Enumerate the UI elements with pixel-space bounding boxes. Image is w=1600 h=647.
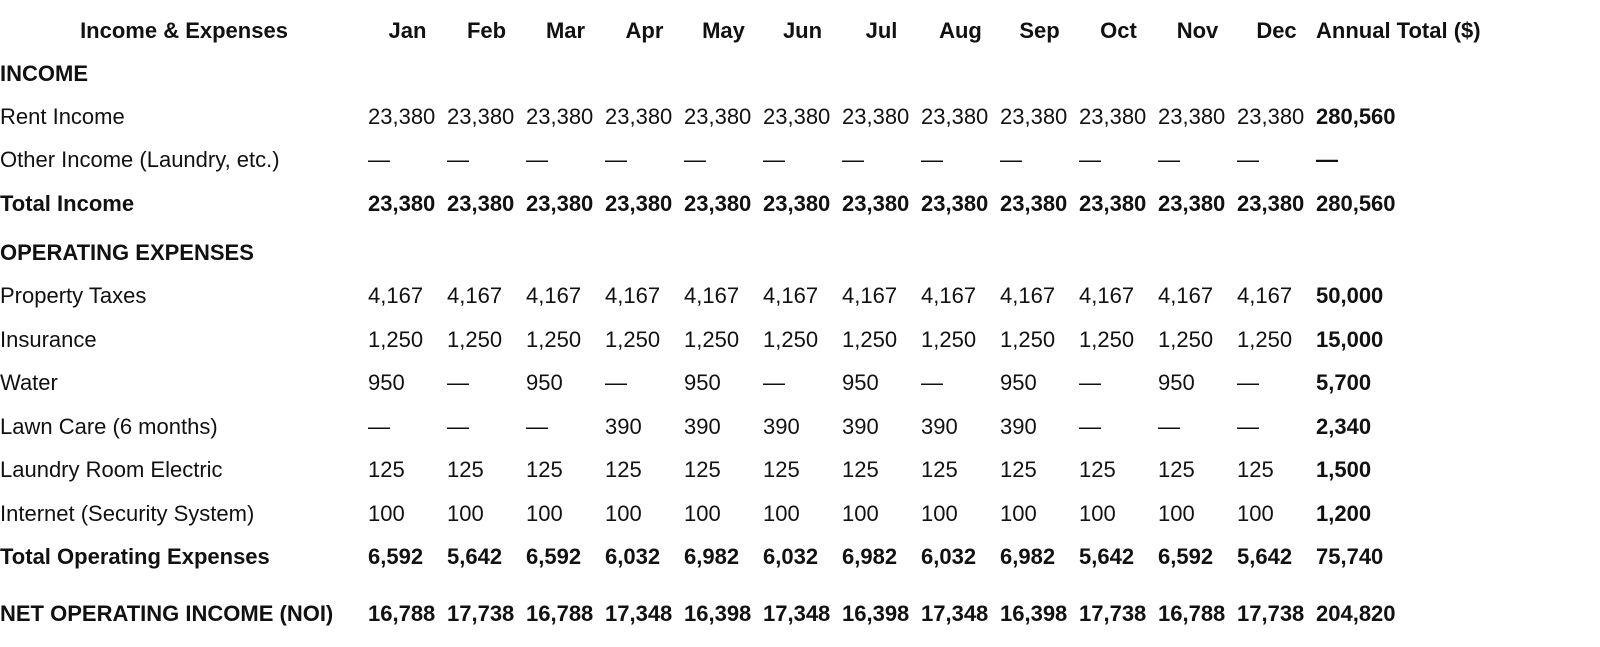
month-value-cell: 23,380 <box>605 190 673 216</box>
row-label: Laundry Room Electric <box>0 457 223 483</box>
month-value-cell: 23,380 <box>368 103 436 129</box>
annual-total-cell: 5,700 <box>1316 370 1372 396</box>
row-label: NET OPERATING INCOME (NOI) <box>0 601 334 626</box>
month-value-cell: — <box>1000 147 1022 173</box>
month-value-cell: — <box>763 147 785 173</box>
total-row <box>0 182 1556 226</box>
month-value-cell: 23,380 <box>1079 103 1147 129</box>
month-value-cell: 100 <box>368 500 405 526</box>
header-month: Feb <box>466 17 507 43</box>
month-value-cell: 1,250 <box>526 326 582 352</box>
month-value-cell: 6,592 <box>368 544 424 570</box>
month-value-cell: 390 <box>842 413 879 439</box>
month-value-cell: 4,167 <box>1079 283 1135 309</box>
month-value-cell: 23,380 <box>1158 190 1226 216</box>
row-label: Internet (Security System) <box>0 500 255 526</box>
month-value-cell: 23,380 <box>605 103 673 129</box>
month-value-cell: 23,380 <box>526 190 594 216</box>
month-value-cell: 16,788 <box>526 601 594 626</box>
noi-row <box>0 579 1556 641</box>
month-value-cell: 390 <box>763 413 800 439</box>
annual-total-cell: 1,500 <box>1316 457 1372 483</box>
row-label: Total Income <box>0 190 135 216</box>
month-value-cell: — <box>921 147 943 173</box>
annual-total-cell: — <box>1316 147 1338 173</box>
annual-total-cell: 2,340 <box>1316 413 1372 439</box>
month-value-cell: 950 <box>684 370 721 396</box>
month-value-cell: 5,642 <box>1079 544 1135 570</box>
month-value-cell: 23,380 <box>842 190 910 216</box>
month-value-cell: 950 <box>842 370 879 396</box>
table-row <box>0 362 1556 406</box>
month-value-cell: 6,982 <box>1000 544 1056 570</box>
header-month: Mar <box>545 17 586 43</box>
table-row <box>0 95 1556 139</box>
month-value-cell: 950 <box>1000 370 1037 396</box>
month-value-cell: 23,380 <box>921 103 989 129</box>
month-value-cell: — <box>1079 413 1101 439</box>
month-value-cell: 100 <box>605 500 642 526</box>
month-value-cell: 17,348 <box>921 601 989 626</box>
month-value-cell: 125 <box>921 457 958 483</box>
month-value-cell: — <box>526 413 548 439</box>
month-value-cell: 100 <box>1079 500 1116 526</box>
table-row <box>0 492 1556 536</box>
month-value-cell: — <box>842 147 864 173</box>
month-value-cell: 100 <box>763 500 800 526</box>
month-value-cell: 100 <box>921 500 958 526</box>
month-value-cell: 125 <box>684 457 721 483</box>
month-value-cell: 1,250 <box>1158 326 1214 352</box>
annual-total-cell: 75,740 <box>1316 544 1384 570</box>
header-month: Jul <box>865 17 898 43</box>
month-value-cell: — <box>1237 147 1259 173</box>
month-value-cell: 1,250 <box>684 326 740 352</box>
annual-total-cell: 15,000 <box>1316 326 1384 352</box>
month-value-cell: 100 <box>1237 500 1274 526</box>
header-month: Sep <box>1019 17 1060 43</box>
month-value-cell: — <box>368 413 390 439</box>
month-value-cell: 5,642 <box>447 544 503 570</box>
row-label: Other Income (Laundry, etc.) <box>0 147 280 173</box>
month-value-cell: 4,167 <box>842 283 898 309</box>
month-value-cell: 23,380 <box>447 190 515 216</box>
month-value-cell: — <box>1158 413 1180 439</box>
month-value-cell: 1,250 <box>842 326 898 352</box>
header-month: Jun <box>782 17 823 43</box>
month-value-cell: 390 <box>921 413 958 439</box>
table-row <box>0 405 1556 449</box>
section-header-row <box>0 226 1556 275</box>
month-value-cell: 125 <box>605 457 642 483</box>
month-value-cell: 17,348 <box>605 601 673 626</box>
month-value-cell: 125 <box>526 457 563 483</box>
month-value-cell: 16,788 <box>1158 601 1226 626</box>
header-month: Aug <box>939 17 982 43</box>
month-value-cell: 17,738 <box>1237 601 1305 626</box>
month-value-cell: 23,380 <box>526 103 594 129</box>
month-value-cell: — <box>1237 370 1259 396</box>
month-value-cell: 1,250 <box>763 326 819 352</box>
header-month: Jan <box>388 17 427 43</box>
month-value-cell: 125 <box>763 457 800 483</box>
row-label: Property Taxes <box>0 283 147 309</box>
month-value-cell: 4,167 <box>447 283 503 309</box>
month-value-cell: 1,250 <box>605 326 661 352</box>
month-value-cell: 1,250 <box>1079 326 1135 352</box>
header-month: May <box>702 17 745 43</box>
month-value-cell: 23,380 <box>1079 190 1147 216</box>
month-value-cell: 6,982 <box>684 544 740 570</box>
section-header-row <box>0 52 1556 95</box>
month-value-cell: 4,167 <box>1158 283 1214 309</box>
month-value-cell: 6,592 <box>526 544 582 570</box>
month-value-cell: 1,250 <box>921 326 977 352</box>
month-value-cell: — <box>763 370 785 396</box>
month-value-cell: — <box>1237 413 1259 439</box>
month-value-cell: 4,167 <box>368 283 424 309</box>
month-value-cell: 4,167 <box>921 283 977 309</box>
month-value-cell: 100 <box>526 500 563 526</box>
month-value-cell: 17,738 <box>1079 601 1147 626</box>
month-value-cell: 17,738 <box>447 601 515 626</box>
section-title: OPERATING EXPENSES <box>0 240 254 265</box>
month-value-cell: — <box>921 370 943 396</box>
month-value-cell: 4,167 <box>526 283 582 309</box>
month-value-cell: 5,642 <box>1237 544 1293 570</box>
header-month: Nov <box>1176 17 1219 43</box>
month-value-cell: 100 <box>684 500 721 526</box>
header-month: Apr <box>625 17 664 43</box>
total-row <box>0 536 1556 580</box>
month-value-cell: 23,380 <box>763 190 831 216</box>
month-value-cell: 23,380 <box>684 190 752 216</box>
section-title: INCOME <box>0 60 88 86</box>
income-expenses-table <box>0 9 1556 641</box>
month-value-cell: 6,032 <box>763 544 819 570</box>
month-value-cell: 125 <box>368 457 405 483</box>
month-value-cell: 23,380 <box>684 103 752 129</box>
header-annual-total: Annual Total ($) <box>1316 17 1481 43</box>
month-value-cell: 100 <box>1158 500 1195 526</box>
month-value-cell: 23,380 <box>842 103 910 129</box>
month-value-cell: 23,380 <box>763 103 831 129</box>
month-value-cell: 100 <box>447 500 484 526</box>
month-value-cell: 125 <box>1237 457 1274 483</box>
month-value-cell: 4,167 <box>605 283 661 309</box>
month-value-cell: 4,167 <box>684 283 740 309</box>
month-value-cell: — <box>684 147 706 173</box>
month-value-cell: 390 <box>1000 413 1037 439</box>
month-value-cell: 1,250 <box>447 326 503 352</box>
row-label: Total Operating Expenses <box>0 544 270 570</box>
annual-total-cell: 1,200 <box>1316 500 1372 526</box>
month-value-cell: — <box>447 413 469 439</box>
annual-total-cell: 50,000 <box>1316 283 1384 309</box>
month-value-cell: 17,348 <box>763 601 831 626</box>
month-value-cell: — <box>526 147 548 173</box>
month-value-cell: — <box>605 147 627 173</box>
month-value-cell: — <box>447 370 469 396</box>
month-value-cell: 390 <box>684 413 721 439</box>
month-value-cell: 390 <box>605 413 642 439</box>
month-value-cell: 125 <box>842 457 879 483</box>
month-value-cell: — <box>1079 147 1101 173</box>
month-value-cell: 100 <box>1000 500 1037 526</box>
month-value-cell: 4,167 <box>1237 283 1293 309</box>
month-value-cell: — <box>1079 370 1101 396</box>
row-label: Rent Income <box>0 103 125 129</box>
header-month: Oct <box>1100 17 1137 43</box>
month-value-cell: — <box>368 147 390 173</box>
row-label: Lawn Care (6 months) <box>0 413 218 439</box>
month-value-cell: 6,592 <box>1158 544 1214 570</box>
month-value-cell: 16,788 <box>368 601 436 626</box>
table-row <box>0 318 1556 362</box>
month-value-cell: 125 <box>1000 457 1037 483</box>
month-value-cell: 23,380 <box>1000 190 1068 216</box>
month-value-cell: 23,380 <box>1237 103 1305 129</box>
month-value-cell: 125 <box>1079 457 1116 483</box>
header-month: Dec <box>1256 17 1297 43</box>
month-value-cell: 950 <box>526 370 563 396</box>
month-value-cell: 16,398 <box>842 601 910 626</box>
month-value-cell: 4,167 <box>763 283 819 309</box>
table-row <box>0 275 1556 319</box>
month-value-cell: 6,032 <box>605 544 661 570</box>
row-label: Water <box>0 370 58 396</box>
month-value-cell: — <box>605 370 627 396</box>
annual-total-cell: 204,820 <box>1316 601 1396 626</box>
month-value-cell: 23,380 <box>1237 190 1305 216</box>
month-value-cell: 23,380 <box>1158 103 1226 129</box>
annual-total-cell: 280,560 <box>1316 103 1396 129</box>
month-value-cell: — <box>447 147 469 173</box>
table-row <box>0 139 1556 183</box>
month-value-cell: 6,982 <box>842 544 898 570</box>
month-value-cell: 950 <box>1158 370 1195 396</box>
month-value-cell: 100 <box>842 500 879 526</box>
month-value-cell: 23,380 <box>447 103 515 129</box>
month-value-cell: 1,250 <box>368 326 424 352</box>
month-value-cell: — <box>1158 147 1180 173</box>
month-value-cell: 4,167 <box>1000 283 1056 309</box>
month-value-cell: 6,032 <box>921 544 977 570</box>
month-value-cell: 16,398 <box>684 601 752 626</box>
table-body <box>0 52 1556 641</box>
month-value-cell: 125 <box>1158 457 1195 483</box>
month-value-cell: 23,380 <box>368 190 436 216</box>
header-label: Income & Expenses <box>80 17 288 43</box>
header-row <box>0 9 1556 52</box>
month-value-cell: 16,398 <box>1000 601 1068 626</box>
month-value-cell: 23,380 <box>921 190 989 216</box>
row-label: Insurance <box>0 326 97 352</box>
month-value-cell: 1,250 <box>1000 326 1056 352</box>
month-value-cell: 1,250 <box>1237 326 1293 352</box>
annual-total-cell: 280,560 <box>1316 190 1396 216</box>
month-value-cell: 23,380 <box>1000 103 1068 129</box>
month-value-cell: 950 <box>368 370 405 396</box>
table-row <box>0 449 1556 493</box>
month-value-cell: 125 <box>447 457 484 483</box>
